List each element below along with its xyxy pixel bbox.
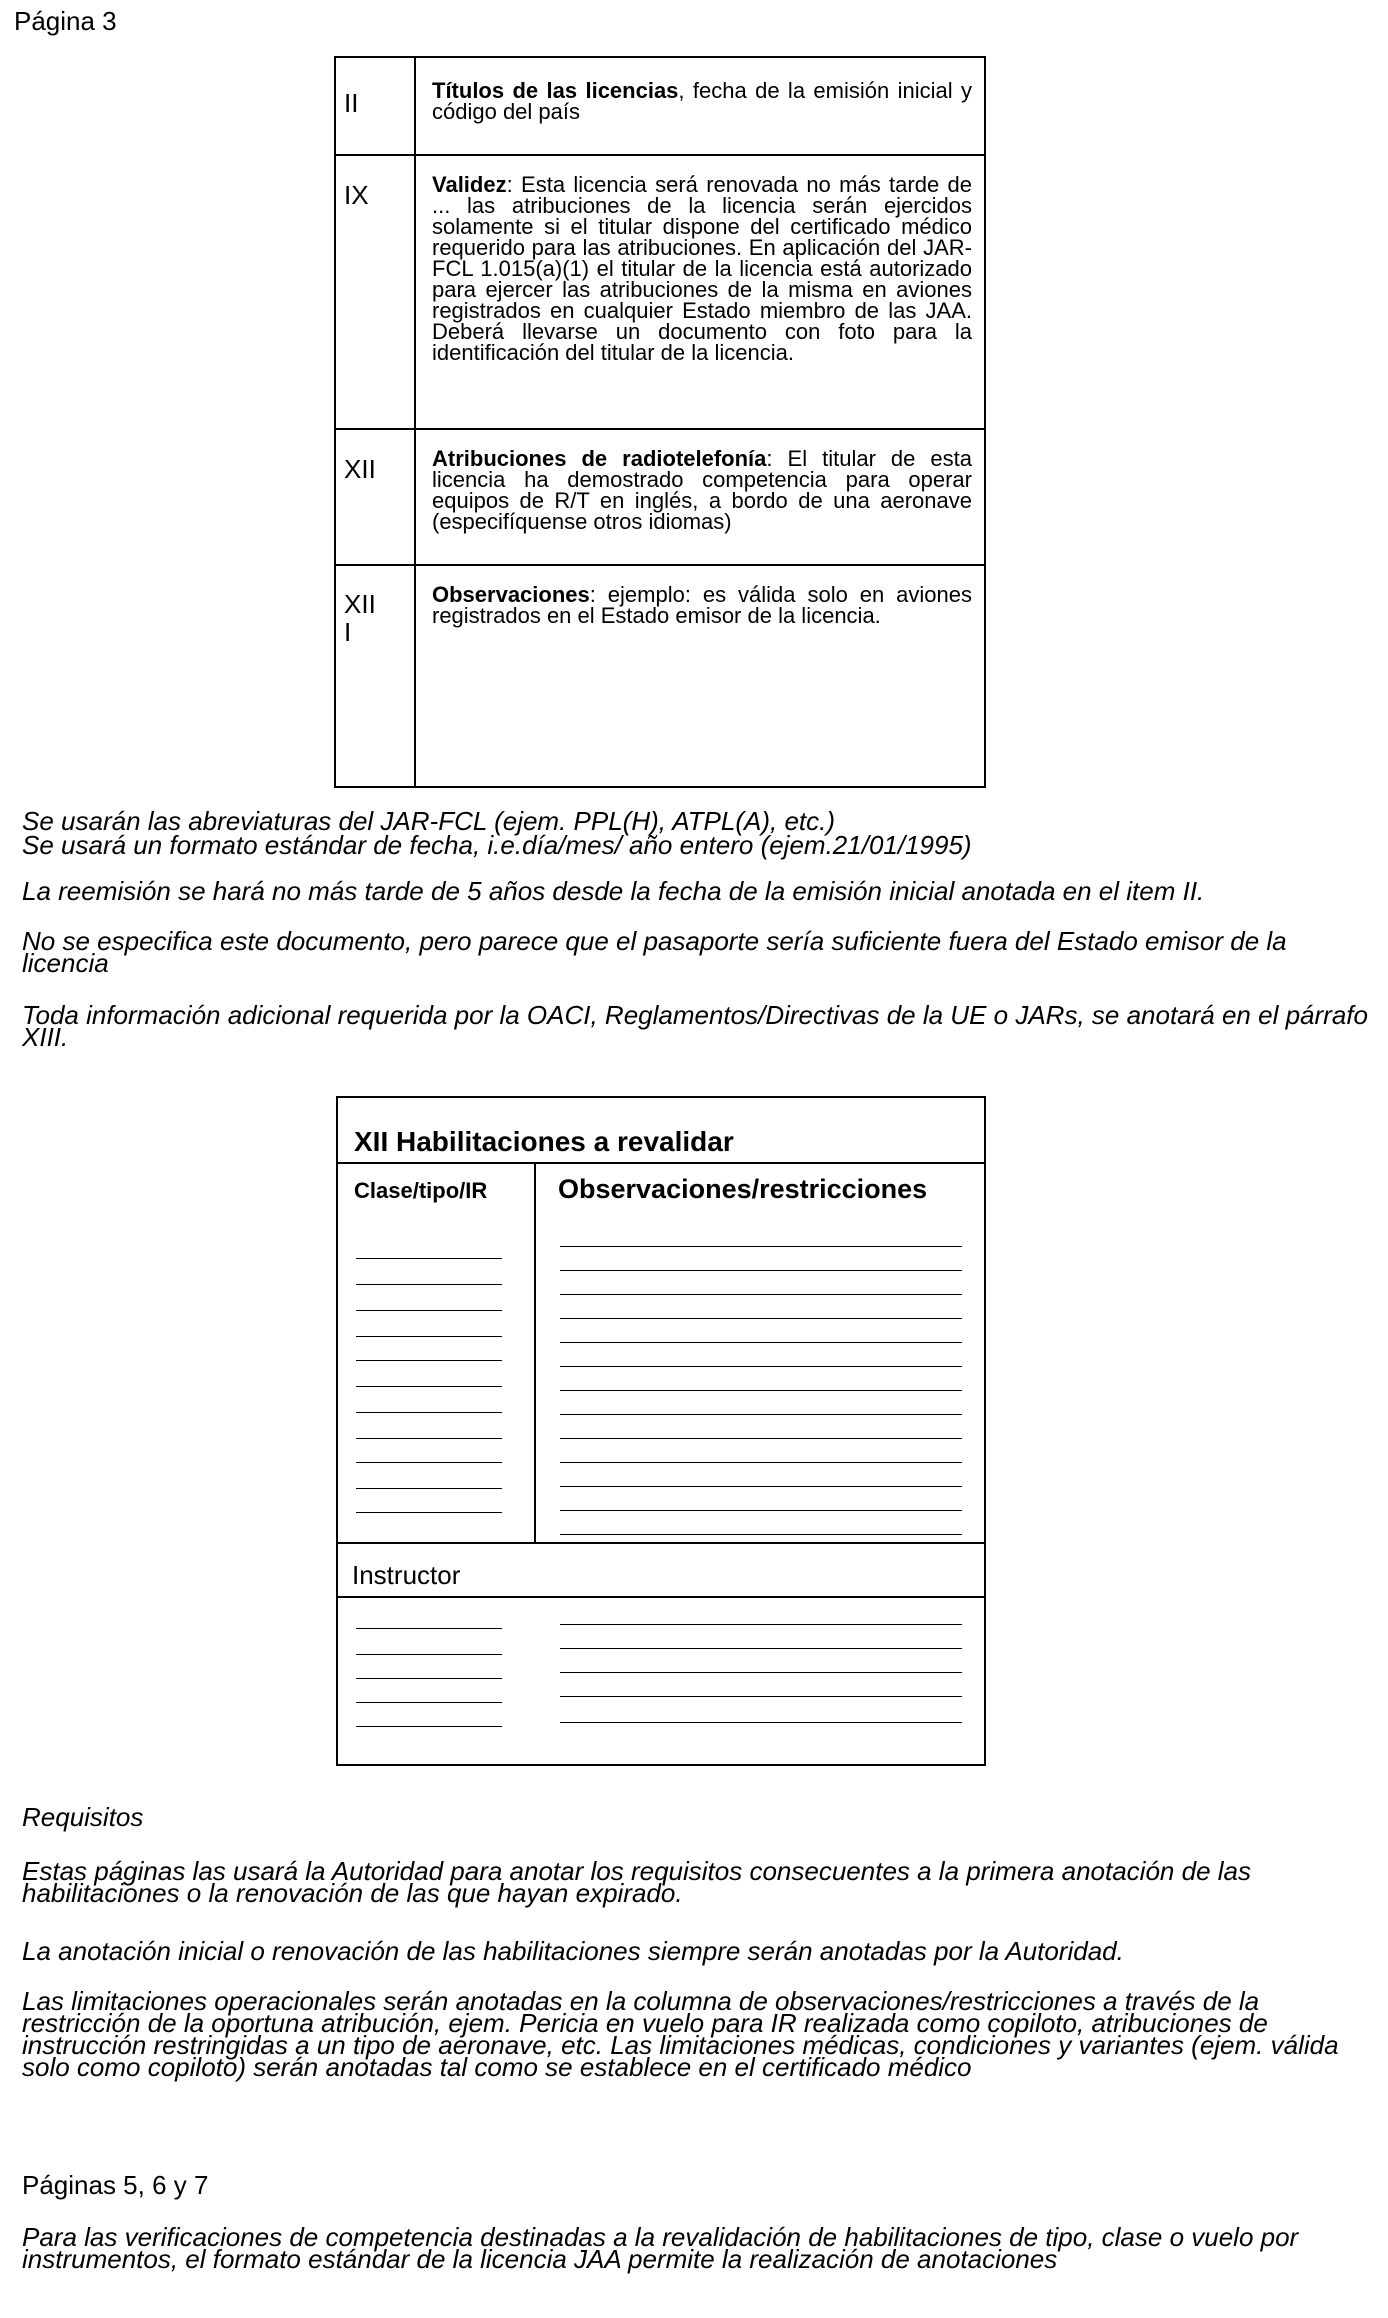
blank-line	[560, 1534, 962, 1535]
section-divider	[338, 1596, 984, 1598]
blank-line	[356, 1488, 502, 1489]
note-document: No se especifica este documento, pero parece que el pasaporte sería suficiente fuera del Estado emisor de la licencia	[22, 926, 1287, 978]
blank-line	[560, 1294, 962, 1295]
blank-line	[560, 1366, 962, 1367]
blank-line	[356, 1258, 502, 1259]
col-header-observations: Observaciones/restricciones	[558, 1174, 928, 1204]
blank-line	[560, 1414, 962, 1415]
blank-line	[356, 1726, 502, 1727]
item-text	[432, 584, 972, 626]
requisitos-heading: Requisitos	[22, 1802, 144, 1832]
note-date-format: Se usará un formato estándar de fecha, i.e.día/mes/ año entero (ejem.21/01/1995)	[22, 830, 972, 860]
pages-heading: Páginas 5, 6 y 7	[22, 2170, 209, 2200]
note-abbreviations: Se usarán las abreviaturas del JAR-FCL (ejem. PPL(H), ATPL(A), etc.)	[22, 806, 836, 836]
item-text	[432, 448, 972, 532]
blank-line	[356, 1654, 502, 1655]
row-divider	[336, 428, 984, 430]
ratings-title: XII Habilitaciones a revalidar	[354, 1126, 734, 1157]
ratings-table	[336, 1096, 986, 1766]
blank-line	[356, 1360, 502, 1361]
requisitos-paragraph: Estas páginas las usará la Autoridad para anotar los requisitos consecuentes a la primera anotación de las habilitaciones o la renovación de las que hayan expirado.	[22, 1856, 1251, 1908]
page-label: Página 3	[14, 6, 117, 36]
blank-line	[560, 1696, 962, 1697]
item-number: IX	[344, 180, 369, 210]
blank-line	[356, 1462, 502, 1463]
blank-line	[560, 1648, 962, 1649]
blank-line	[356, 1628, 502, 1629]
blank-line	[560, 1246, 962, 1247]
blank-line	[560, 1462, 962, 1463]
blank-line	[560, 1270, 962, 1271]
item-title: Validez	[432, 172, 507, 197]
blank-line	[560, 1342, 962, 1343]
requisitos-paragraph: La anotación inicial o renovación de las habilitaciones siempre serán anotadas por la Autoridad.	[22, 1936, 1124, 1966]
row-divider	[336, 154, 984, 156]
item-body: , fecha de la emisión inicial y código del país	[432, 78, 972, 124]
blank-line	[356, 1310, 502, 1311]
blank-line	[560, 1510, 962, 1511]
blank-line	[356, 1512, 502, 1513]
item-body: : El titular de esta licencia ha demostrado competencia para operar equipos de R/T en inglés, a bordo de una aeronave (especifíquense otros idiomas)	[432, 446, 972, 534]
item-text	[432, 174, 972, 363]
blank-line	[356, 1702, 502, 1703]
item-number: II	[344, 88, 359, 118]
license-items-table	[334, 56, 986, 788]
blank-line	[560, 1318, 962, 1319]
blank-line	[560, 1390, 962, 1391]
blank-line	[356, 1678, 502, 1679]
blank-line	[356, 1284, 502, 1285]
header-divider	[338, 1162, 984, 1164]
column-divider	[414, 58, 416, 786]
pages-paragraph: Para las verificaciones de competencia destinadas a la revalidación de habilitaciones de tipo, clase o vuelo por instrumentos, el formato estándar de la licencia JAA permite la realización de anotaciones	[22, 2222, 1299, 2274]
blank-line	[356, 1412, 502, 1413]
requisitos-paragraph: Las limitaciones operacionales serán anotadas en la columna de observaciones/restricciones a través de la restricción de la oportuna atribución, ejem. Pericia en vuelo para IR realizada como copiloto, atribuciones de instrucción restringidas a un tipo de aeronave, etc. Las limitaciones médicas, condiciones y variantes (ejem. válida solo como copiloto) serán anotadas tal como se establece en el certificado médico	[22, 1986, 1339, 2082]
item-title: Observaciones	[432, 582, 590, 607]
item-title: Atribuciones de radiotelefonía	[432, 446, 767, 471]
column-divider	[534, 1162, 536, 1542]
blank-line	[560, 1722, 962, 1723]
item-text	[432, 80, 972, 122]
note-additional-info: Toda información adicional requerida por la OACI, Reglamentos/Directivas de la UE o JARs, se anotará en el párrafo XIII.	[22, 1000, 1368, 1052]
instructor-label: Instructor	[352, 1560, 461, 1590]
item-number: XII	[344, 454, 376, 484]
item-number: XII I	[344, 589, 376, 647]
item-body: : ejemplo: es válida solo en aviones registrados en el Estado emisor de la licencia.	[432, 582, 972, 628]
blank-line	[356, 1336, 502, 1337]
col-header-class: Clase/tipo/IR	[354, 1178, 488, 1203]
blank-line	[356, 1438, 502, 1439]
note-reissue: La reemisión se hará no más tarde de 5 años desde la fecha de la emisión inicial anotada en el item II.	[22, 876, 1205, 906]
blank-line	[560, 1486, 962, 1487]
item-title: Títulos de las licencias	[432, 78, 679, 103]
blank-line	[560, 1624, 962, 1625]
blank-line	[356, 1386, 502, 1387]
blank-line	[560, 1672, 962, 1673]
blank-line	[560, 1438, 962, 1439]
section-divider	[338, 1542, 984, 1544]
row-divider	[336, 564, 984, 566]
item-body: : Esta licencia será renovada no más tarde de ... las atribuciones de la licencia serán ejercidos solamente si el titular dispone del certificado médico requerido para las atribuciones. En aplicación del JAR-FCL 1.015(a)(1) el titular de la licencia está autorizado para ejercer las atribuciones de la misma en aviones registrados en cualquier Estado miembro de las JAA. Deberá llevarse un documento con foto para la identificación del titular de la licencia.	[432, 172, 972, 365]
